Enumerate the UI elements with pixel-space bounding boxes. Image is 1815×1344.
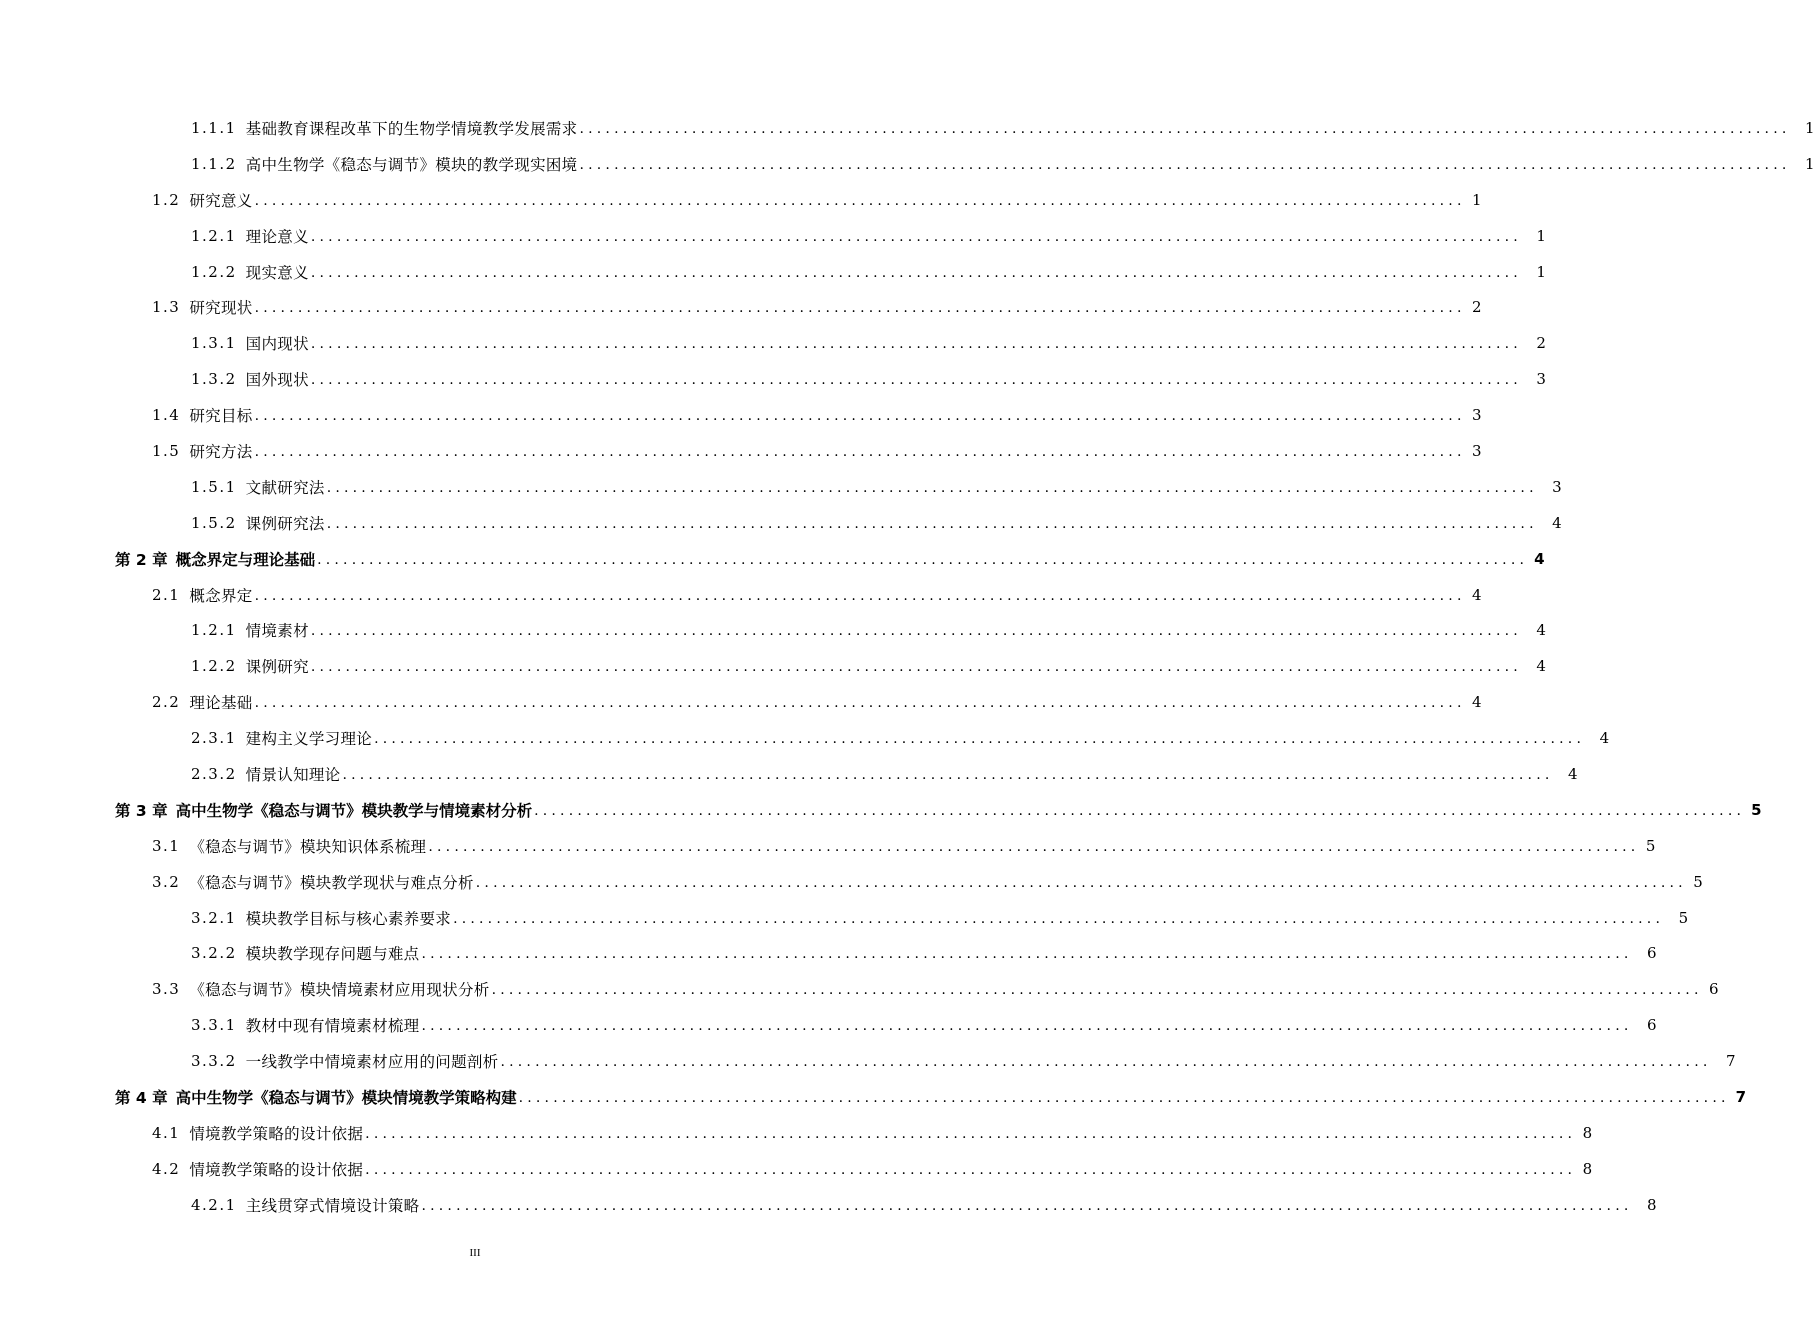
- toc-entry[interactable]: [0, 182, 1482, 218]
- toc-entry-title: 理论基础: [189, 694, 253, 713]
- toc-entry-number: 3.2.2: [191, 944, 237, 963]
- toc-entry-title: 现实意义: [245, 263, 309, 282]
- toc-leader-dots: ............................................................................................................................................: [254, 443, 1466, 460]
- toc-entry-number: 1.1.1: [191, 118, 237, 137]
- toc-leader-dots: ............................................................................................................................................: [421, 1018, 1633, 1035]
- toc-entry[interactable]: [0, 900, 1689, 936]
- toc-leader-dots: ............................................................................................................................................: [475, 874, 1687, 891]
- toc-page-number: 7: [1725, 1052, 1736, 1071]
- toc-entry-title: 研究方法: [189, 442, 253, 461]
- toc-page-number: 1: [1804, 154, 1815, 173]
- toc-page-number: 2: [1536, 334, 1546, 353]
- toc-entry-number: 1.2: [152, 190, 181, 209]
- toc-leader-dots: ............................................................................................................................................: [453, 910, 1665, 927]
- toc-entry-title: 《稳态与调节》模块情境素材应用现状分析: [189, 981, 490, 1000]
- toc-page-number: 6: [1646, 944, 1657, 963]
- toc-leader-dots: ............................................................................................................................................: [579, 156, 1791, 173]
- toc-entry-number: 1.3.2: [191, 370, 237, 389]
- toc-entry[interactable]: [0, 325, 1546, 361]
- toc-entry[interactable]: [0, 971, 1719, 1007]
- toc-page-number: 4: [1472, 693, 1482, 712]
- toc-entry[interactable]: [0, 361, 1546, 397]
- toc-page-number: 5: [1645, 836, 1656, 855]
- toc-page-number: 3: [1472, 441, 1482, 460]
- toc-page-number: 4: [1536, 657, 1546, 676]
- toc-leader-dots: ............................................................................................................................................: [428, 838, 1640, 855]
- toc-leader-dots: ............................................................................................................................................: [326, 515, 1538, 532]
- toc-entry-title: 高中生物学《稳态与调节》模块情境教学策略构建: [175, 1088, 517, 1107]
- toc-page-number: 1: [1536, 226, 1546, 245]
- toc-entry-title: 情境素材: [245, 622, 309, 641]
- toc-entry-number: 4.2.1: [191, 1195, 237, 1214]
- toc-entry-title: 情景认知理论: [245, 765, 341, 784]
- toc-page-number: 3: [1552, 477, 1562, 496]
- toc-page-number: 4: [1534, 549, 1545, 568]
- toc-entry-title: 文献研究法: [245, 478, 325, 497]
- toc-entry-title: 教材中现有情境素材梳理: [245, 1017, 420, 1036]
- toc-leader-dots: ............................................................................................................................................: [421, 946, 1633, 963]
- toc-page-number: 4: [1536, 621, 1546, 640]
- toc-entry[interactable]: [0, 218, 1546, 254]
- toc-chapter-entry[interactable]: [0, 1079, 1747, 1115]
- toc-entry-number: 1.4: [152, 406, 181, 425]
- toc-entry[interactable]: [0, 289, 1482, 325]
- toc-entry[interactable]: [0, 828, 1656, 864]
- toc-page-number: 5: [1693, 872, 1703, 891]
- toc-leader-dots: ............................................................................................................................................: [254, 695, 1466, 712]
- toc-entry-title: 课例研究法: [245, 514, 325, 533]
- toc-entry-title: 概念界定: [189, 586, 253, 605]
- toc-entry[interactable]: [0, 254, 1546, 290]
- toc-entry-title: 一线教学中情境素材应用的问题剖析: [245, 1053, 499, 1072]
- toc-page-number: 1: [1536, 262, 1546, 281]
- toc-entry[interactable]: [0, 864, 1703, 900]
- toc-entry[interactable]: [0, 433, 1482, 469]
- toc-leader-dots: ............................................................................................................................................: [310, 659, 1522, 676]
- toc-entry-number: 第 2 章: [115, 550, 168, 569]
- toc-leader-dots: ............................................................................................................................................: [310, 264, 1522, 281]
- toc-entry[interactable]: [0, 612, 1546, 648]
- toc-entry-number: 3.3.2: [191, 1052, 237, 1071]
- toc-entry-title: 《稳态与调节》模块教学现状与难点分析: [189, 873, 474, 892]
- toc-entry-number: 3.2.1: [191, 908, 237, 927]
- toc-entry-title: 研究目标: [189, 407, 253, 426]
- toc-page-number: 2: [1472, 298, 1482, 317]
- toc-entry-number: 1.5: [152, 441, 181, 460]
- toc-leader-dots: ............................................................................................................................................: [254, 408, 1466, 425]
- toc-page-number: 4: [1552, 513, 1562, 532]
- toc-page-number: 4: [1599, 729, 1610, 748]
- toc-entry-number: 3.1: [152, 836, 181, 855]
- toc-entry-number: 4.1: [152, 1123, 181, 1142]
- page-number-footer: III: [469, 1247, 481, 1259]
- toc-entry-title: 《稳态与调节》模块知识体系梳理: [189, 837, 427, 856]
- toc-entry-title: 研究意义: [189, 191, 253, 210]
- toc-entry[interactable]: [0, 648, 1546, 684]
- toc-entry-number: 1.5.2: [191, 513, 237, 532]
- toc-entry-number: 3.2: [152, 872, 181, 891]
- toc-entry-title: 情境教学策略的设计依据: [189, 1124, 364, 1143]
- toc-page-number: 3: [1536, 370, 1546, 389]
- toc-leader-dots: ............................................................................................................................................: [342, 766, 1554, 783]
- toc-page-number: 4: [1567, 764, 1578, 783]
- toc-entry[interactable]: [0, 397, 1482, 433]
- toc-leader-dots: ............................................................................................................................................: [310, 372, 1522, 389]
- toc-entry[interactable]: [0, 577, 1482, 613]
- toc-page-number: 1: [1472, 190, 1482, 209]
- toc-entry[interactable]: [0, 935, 1657, 971]
- toc-entry-title: 高中生物学《稳态与调节》模块的教学现实困境: [245, 155, 578, 174]
- toc-entry[interactable]: [0, 1043, 1736, 1079]
- toc-entry-title: 建构主义学习理论: [245, 730, 373, 749]
- toc-entry-number: 2.3.2: [191, 764, 237, 783]
- toc-page-number: 5: [1678, 908, 1689, 927]
- toc-entry[interactable]: [0, 684, 1482, 720]
- toc-entry-number: 第 3 章: [115, 801, 168, 820]
- toc-entry-number: 3.3: [152, 980, 181, 999]
- toc-entry-title: 高中生物学《稳态与调节》模块教学与情境素材分析: [175, 801, 533, 820]
- toc-page-number: 1: [1804, 118, 1815, 137]
- toc-leader-dots: ............................................................................................................................................: [310, 228, 1522, 245]
- toc-entry-number: 1.5.1: [191, 477, 237, 496]
- toc-entry[interactable]: [0, 110, 1815, 146]
- toc-entry[interactable]: [0, 469, 1562, 505]
- toc-leader-dots: ............................................................................................................................................: [365, 1125, 1577, 1142]
- toc-leader-dots: ............................................................................................................................................: [579, 120, 1791, 137]
- toc-entry-number: 1.2.1: [191, 226, 237, 245]
- toc-entry-title: 研究现状: [189, 299, 253, 318]
- toc-entry[interactable]: [0, 720, 1610, 756]
- toc-page-number: 4: [1472, 585, 1482, 604]
- table-of-contents: [0, 110, 1815, 1223]
- toc-page-number: 7: [1735, 1087, 1747, 1106]
- toc-entry-number: 1.2.2: [191, 657, 237, 676]
- toc-entry[interactable]: [0, 1007, 1657, 1043]
- toc-leader-dots: ............................................................................................................................................: [310, 623, 1522, 640]
- toc-page-number: 6: [1709, 980, 1719, 999]
- toc-entry-number: 2.3.1: [191, 729, 237, 748]
- toc-leader-dots: ............................................................................................................................................: [310, 336, 1522, 353]
- toc-entry-title: 情境教学策略的设计依据: [189, 1160, 364, 1179]
- toc-page-number: 8: [1582, 1159, 1593, 1178]
- toc-entry-title: 模块教学现存问题与难点: [245, 945, 420, 964]
- toc-leader-dots: ............................................................................................................................................: [254, 587, 1466, 604]
- toc-leader-dots: ............................................................................................................................................: [254, 192, 1466, 209]
- toc-entry-number: 2.1: [152, 585, 181, 604]
- toc-entry-title: 国外现状: [245, 371, 309, 390]
- toc-leader-dots: ............................................................................................................................................: [491, 982, 1703, 999]
- toc-entry-number: 4.2: [152, 1159, 181, 1178]
- toc-entry[interactable]: [0, 146, 1815, 182]
- toc-chapter-entry[interactable]: [0, 792, 1762, 828]
- toc-leader-dots: ............................................................................................................................................: [254, 300, 1466, 317]
- toc-entry-number: 1.2.1: [191, 621, 237, 640]
- toc-entry-number: 1.2.2: [191, 262, 237, 281]
- toc-leader-dots: ............................................................................................................................................: [518, 1089, 1730, 1106]
- toc-leader-dots: ............................................................................................................................................: [317, 551, 1529, 568]
- toc-leader-dots: ............................................................................................................................................: [534, 802, 1746, 819]
- toc-page-number: 6: [1646, 1016, 1657, 1035]
- toc-leader-dots: ............................................................................................................................................: [421, 1197, 1633, 1214]
- toc-entry-title: 课例研究: [245, 658, 309, 677]
- toc-entry-number: 1.1.2: [191, 154, 237, 173]
- toc-entry[interactable]: [0, 505, 1562, 541]
- toc-entry[interactable]: [0, 1115, 1593, 1151]
- toc-chapter-entry[interactable]: [0, 541, 1545, 577]
- toc-leader-dots: ............................................................................................................................................: [374, 731, 1586, 748]
- toc-entry[interactable]: [0, 756, 1578, 792]
- toc-entry[interactable]: [0, 1151, 1593, 1187]
- toc-entry-title: 概念界定与理论基础: [175, 550, 316, 569]
- toc-leader-dots: ............................................................................................................................................: [326, 479, 1538, 496]
- toc-entry-number: 1.3.1: [191, 334, 237, 353]
- toc-entry-title: 理论意义: [245, 227, 309, 246]
- toc-entry-number: 2.2: [152, 693, 181, 712]
- toc-entry-title: 主线贯穿式情境设计策略: [245, 1196, 420, 1215]
- toc-page-number: 5: [1751, 800, 1762, 819]
- toc-page-number: 8: [1582, 1123, 1593, 1142]
- toc-entry-number: 3.3.1: [191, 1016, 237, 1035]
- toc-entry-title: 国内现状: [245, 335, 309, 354]
- toc-page-number: 8: [1646, 1195, 1657, 1214]
- toc-leader-dots: ............................................................................................................................................: [365, 1161, 1577, 1178]
- toc-entry-title: 模块教学目标与核心素养要求: [245, 909, 452, 928]
- toc-page-number: 3: [1472, 406, 1482, 425]
- toc-entry-number: 第 4 章: [115, 1088, 168, 1107]
- toc-entry-number: 1.3: [152, 298, 181, 317]
- toc-entry[interactable]: [0, 1187, 1657, 1223]
- toc-entry-title: 基础教育课程改革下的生物学情境教学发展需求: [245, 119, 578, 138]
- toc-leader-dots: ............................................................................................................................................: [500, 1054, 1712, 1071]
